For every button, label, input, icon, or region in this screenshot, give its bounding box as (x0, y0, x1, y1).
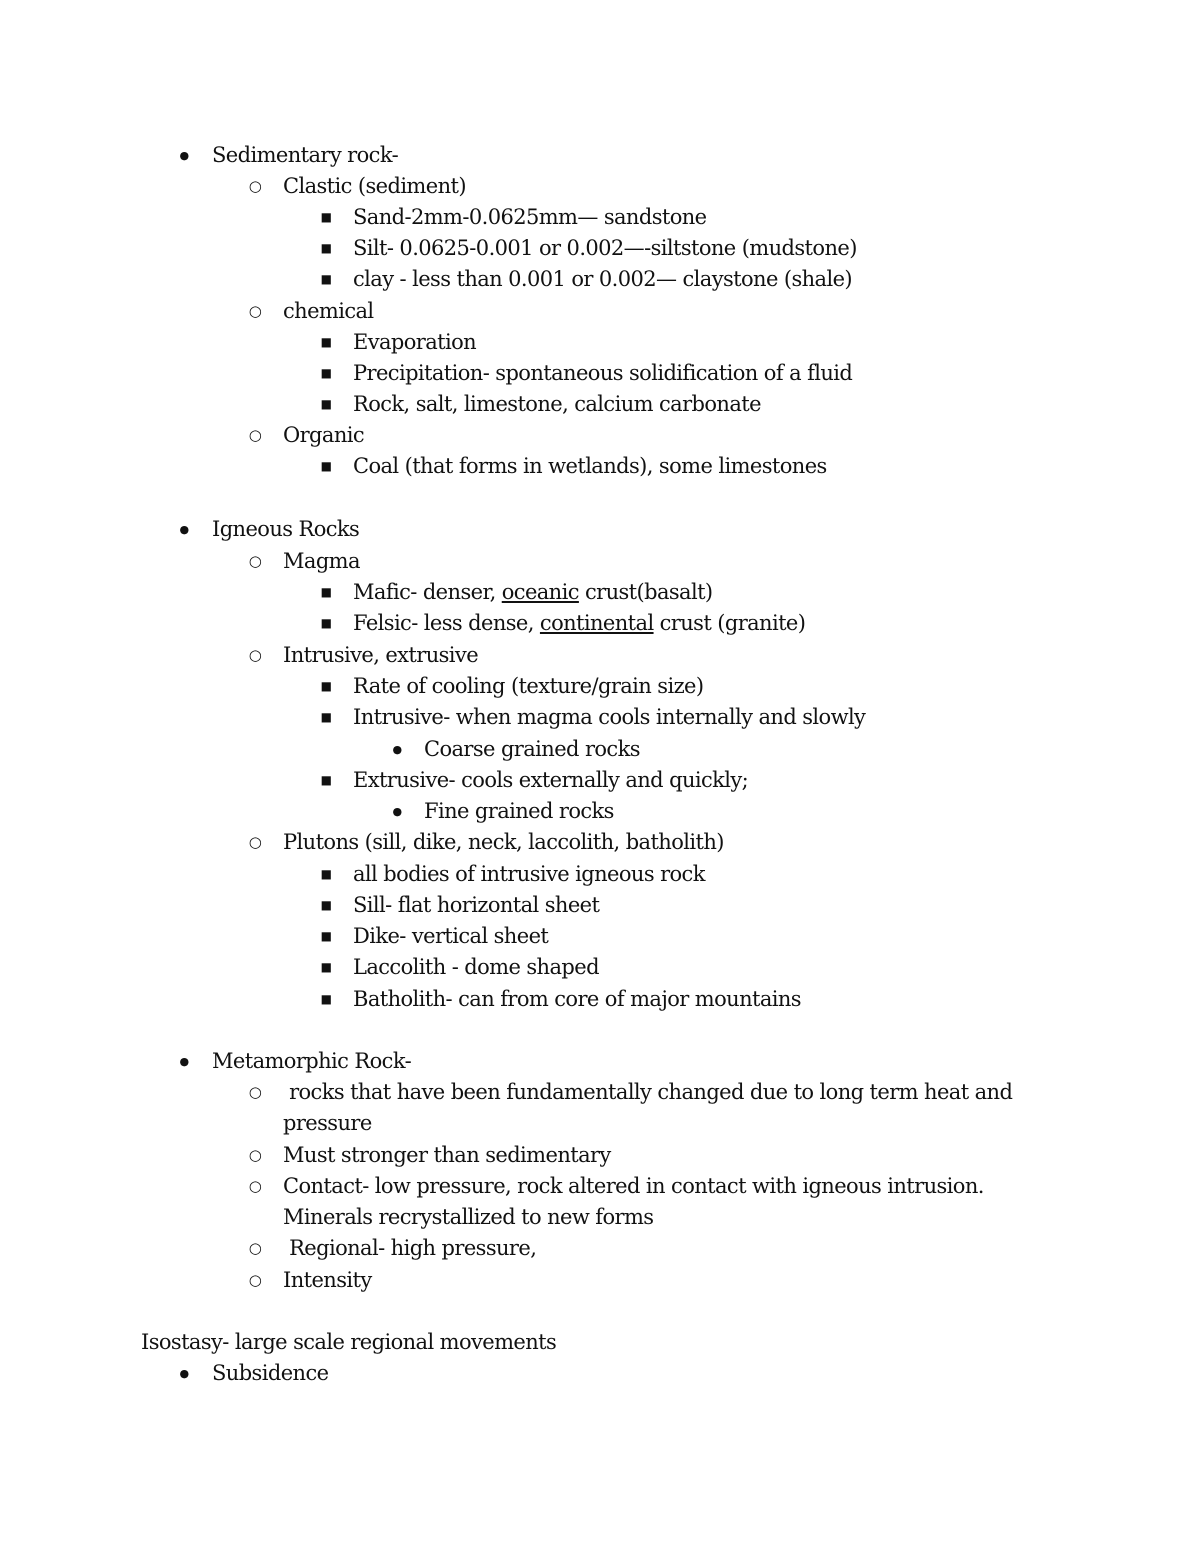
bullet-circle (245, 1233, 265, 1265)
igneous-heading: Igneous Rocks (212, 517, 360, 541)
bullet-disc (174, 1046, 194, 1077)
bullet-circle (245, 296, 265, 328)
list-text: Rate of cooling (texture/grain size) (353, 674, 704, 698)
bullet-square (316, 702, 336, 733)
isostasy-heading: Isostasy- large scale regional movements (141, 1330, 557, 1354)
bullet-circle (245, 546, 265, 578)
list-item (0, 984, 1200, 1015)
bullet-square (316, 451, 336, 482)
bullet-circle (245, 420, 265, 452)
bullet-disc (174, 514, 194, 545)
list-item-continuation (0, 1202, 1200, 1233)
list-item (0, 202, 1200, 233)
bullet-circle (245, 1171, 265, 1203)
bullet-square (316, 890, 336, 921)
text-run: crust(basalt) (578, 580, 713, 604)
list-text: Subsidence (212, 1361, 329, 1385)
text-run: Mafic- denser, (353, 580, 502, 604)
bullet-disc (174, 1358, 194, 1389)
list-item (0, 546, 1200, 577)
list-text: rocks that have been fundamentally changed due to long term heat and (283, 1080, 1013, 1104)
list-item (0, 233, 1200, 264)
bullet-square (316, 233, 336, 264)
list-item (0, 451, 1200, 482)
list-text: Intrusive, extrusive (283, 643, 479, 667)
list-text: pressure (283, 1111, 372, 1135)
list-item (0, 1046, 1200, 1077)
list-text: Magma (283, 549, 360, 573)
list-item (0, 1171, 1200, 1202)
list-text: Rock, salt, limestone, calcium carbonate (353, 392, 761, 416)
list-text: Evaporation (353, 330, 477, 354)
bullet-square (316, 327, 336, 358)
bullet-square (316, 921, 336, 952)
list-item (0, 859, 1200, 890)
bullet-circle (245, 1077, 265, 1109)
list-item (0, 171, 1200, 202)
bullet-square (316, 264, 336, 295)
list-text: Coal (that forms in wetlands), some limestones (353, 454, 827, 478)
list-text: Coarse grained rocks (424, 737, 640, 761)
paragraph (0, 1327, 1200, 1358)
bullet-disc (387, 796, 407, 827)
list-text: Batholith- can from core of major mountains (353, 987, 801, 1011)
list-item (0, 389, 1200, 420)
list-item (0, 640, 1200, 671)
list-text: Extrusive- cools externally and quickly; (353, 768, 749, 792)
list-item (0, 264, 1200, 295)
bullet-square (316, 608, 336, 639)
list-item (0, 1358, 1200, 1389)
list-item (0, 796, 1200, 827)
list-text: Sand-2mm-0.0625mm— sandstone (353, 205, 707, 229)
list-item (0, 140, 1200, 171)
list-item (0, 765, 1200, 796)
list-text: Clastic (sediment) (283, 174, 466, 198)
list-text: Minerals recrystallized to new forms (283, 1205, 654, 1229)
bullet-square (316, 358, 336, 389)
bullet-square (316, 389, 336, 420)
list-text: chemical (283, 299, 374, 323)
bullet-disc (387, 734, 407, 765)
list-text: Plutons (sill, dike, neck, laccolith, batholith) (283, 830, 724, 854)
bullet-circle (245, 171, 265, 203)
list-item (0, 1140, 1200, 1171)
text-run: crust (granite) (653, 611, 806, 635)
bullet-circle (245, 827, 265, 859)
list-text: clay - less than 0.001 or 0.002— claystone (shale) (353, 267, 853, 291)
bullet-square (316, 984, 336, 1015)
list-item (0, 514, 1200, 545)
list-text: Laccolith - dome shaped (353, 955, 599, 979)
list-text: Fine grained rocks (424, 799, 614, 823)
list-text: Dike- vertical sheet (353, 924, 549, 948)
bullet-disc (174, 140, 194, 171)
bullet-circle (245, 1140, 265, 1172)
list-text: Contact- low pressure, rock altered in contact with igneous intrusion. (283, 1174, 984, 1198)
bullet-square (316, 952, 336, 983)
text-run: Felsic- less dense, (353, 611, 540, 635)
bullet-circle (245, 640, 265, 672)
list-text: Intrusive- when magma cools internally and slowly (353, 705, 866, 729)
list-item (0, 702, 1200, 733)
list-item (0, 1265, 1200, 1296)
list-text: Sill- flat horizontal sheet (353, 893, 600, 917)
list-item (0, 420, 1200, 451)
bullet-square (316, 202, 336, 233)
list-item (0, 327, 1200, 358)
list-item (0, 671, 1200, 702)
list-item (0, 734, 1200, 765)
list-text: Regional- high pressure, (283, 1236, 537, 1260)
list-text: Intensity (283, 1268, 372, 1292)
underlined-term: oceanic (501, 580, 579, 604)
list-item (0, 921, 1200, 952)
list-item (0, 577, 1200, 608)
list-text: Must stronger than sedimentary (283, 1143, 611, 1167)
list-text: all bodies of intrusive igneous rock (353, 862, 705, 886)
list-item (0, 358, 1200, 389)
list-item (0, 608, 1200, 639)
metamorphic-heading: Metamorphic Rock- (212, 1049, 412, 1073)
list-text: Organic (283, 423, 365, 447)
bullet-square (316, 577, 336, 608)
list-item (0, 296, 1200, 327)
bullet-circle (245, 1265, 265, 1297)
list-item (0, 952, 1200, 983)
list-item (0, 1233, 1200, 1264)
bullet-square (316, 671, 336, 702)
list-item (0, 890, 1200, 921)
list-item-continuation (0, 1108, 1200, 1139)
list-text: Silt- 0.0625-0.001 or 0.002—-siltstone (mudstone) (353, 236, 857, 260)
bullet-square (316, 859, 336, 890)
list-text (353, 577, 713, 608)
list-text (353, 608, 805, 639)
list-item (0, 1077, 1200, 1108)
bullet-square (316, 765, 336, 796)
list-text: Precipitation- spontaneous solidification of a fluid (353, 361, 853, 385)
sedimentary-heading: Sedimentary rock- (212, 143, 399, 167)
list-item (0, 827, 1200, 858)
underlined-term: continental (539, 611, 654, 635)
